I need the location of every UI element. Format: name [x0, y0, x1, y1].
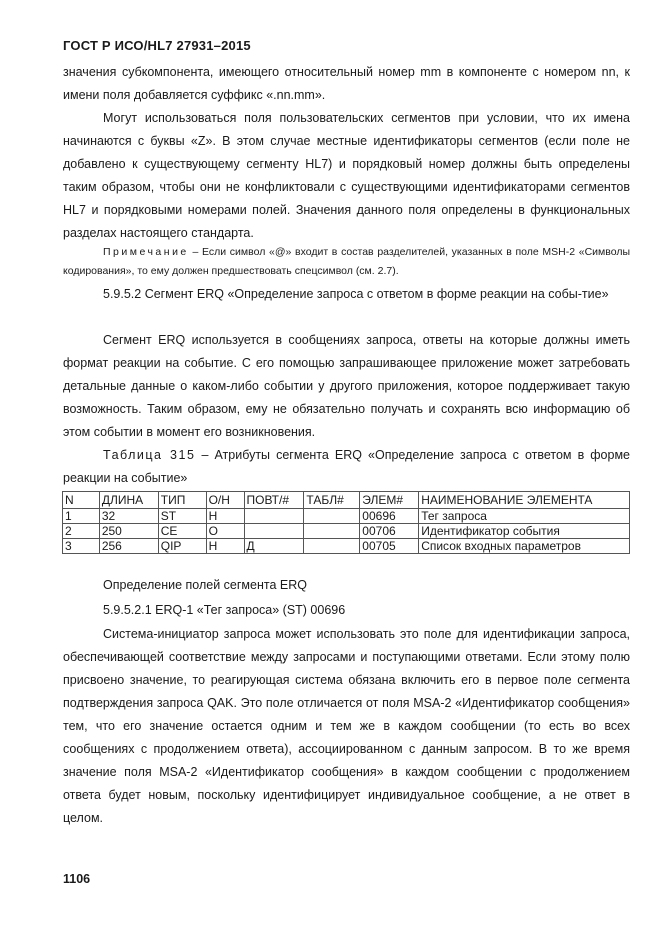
table-cell: 3: [63, 539, 100, 554]
table-cell: ST: [158, 509, 206, 524]
table-cell: CE: [158, 524, 206, 539]
table-caption-label: Таблица 315: [103, 448, 196, 462]
document-header: ГОСТ Р ИСО/HL7 27931–2015: [63, 38, 251, 53]
table-cell: 00705: [360, 539, 419, 554]
table-row: [63, 539, 630, 554]
table-cell: Д: [244, 539, 304, 554]
paragraph-query-tag: Система-инициатор запроса может использовать это поле для идентификации запроса, обеспечивающей соответствие между запросами и поступающими ответами. Если этому полю присвоено значение, то реагирующая система обязана включить его в первое поле сегмента подтверждения запроса QAK. Это поле отличается от поля MSA-2 «Идентификатор сообщения» тем, что его значение остается одним и тем же в каждом сообщении (то есть во всех сообщениях с продолжением ответа), ассоциированном с данным запросом. В то же время значение поля MSA-2 «Идентификатор сообщения» в каждом сообщении с продолжением ответа будет новым, поскольку идентифицирует индивидуальное сообщение, а не ответ в целом.: [63, 627, 630, 825]
table-header-row: [63, 492, 630, 509]
erq-attributes-table: [62, 491, 630, 554]
table-cell: Идентификатор события: [419, 524, 630, 539]
paragraph-user-segments: Могут использоваться поля пользовательских сегментов при условии, что их имена начинаются с буквы «Z». В этом случае местные идентификаторы сегментов (если поле не добавлено к существующему сегменту HL7) и порядковый номер должны быть определены таким образом, чтобы они не конфликтовали с существующими идентификаторами сегментов HL7 и порядковыми номерами полей. Значения данного поля определены в функциональных разделах настоящего стандарта.: [63, 111, 630, 240]
column-header: N: [63, 492, 100, 509]
note-text: – Если символ «@» входит в состав разделителей, указанных в поле MSH-2 «Символы кодирования», то ему должен предшествовать спецсимвол (см. 2.7).: [63, 246, 630, 277]
table-cell: Тег запроса: [419, 509, 630, 524]
note: [63, 243, 630, 281]
table-cell: [304, 509, 360, 524]
table-cell: 256: [99, 539, 158, 554]
table-caption: [63, 444, 630, 490]
column-header: НАИМЕНОВАНИЕ ЭЛЕМЕНТА: [419, 492, 630, 509]
table-cell: 250: [99, 524, 158, 539]
fields-heading: Определение полей сегмента ERQ: [103, 578, 307, 592]
column-header: ДЛИНА: [99, 492, 158, 509]
table-row: [63, 509, 630, 524]
table-cell: Н: [206, 539, 244, 554]
table-cell: [304, 539, 360, 554]
table-row: [63, 524, 630, 539]
table-cell: 1: [63, 509, 100, 524]
table-cell: QIP: [158, 539, 206, 554]
column-header: ТИП: [158, 492, 206, 509]
table-cell: [244, 509, 304, 524]
table-cell: 00696: [360, 509, 419, 524]
table-cell: 00706: [360, 524, 419, 539]
table-caption-text: – Атрибуты сегмента ERQ «Определение запроса с ответом в форме реакции на событие»: [63, 448, 630, 485]
table-cell: О: [206, 524, 244, 539]
table-cell: 32: [99, 509, 158, 524]
page-number: 1106: [63, 872, 91, 886]
subsection-heading: 5.9.5.2.1 ERQ-1 «Тег запроса» (ST) 00696: [103, 603, 346, 617]
table-cell: [244, 524, 304, 539]
section-heading-erq: 5.9.5.2 Сегмент ERQ «Определение запроса с ответом в форме реакции на собы-тие»: [103, 287, 609, 301]
table-cell: [304, 524, 360, 539]
column-header: ТАБЛ#: [304, 492, 360, 509]
table-cell: Н: [206, 509, 244, 524]
note-label: Примечание: [103, 246, 189, 258]
column-header: О/Н: [206, 492, 244, 509]
table-cell: 2: [63, 524, 100, 539]
paragraph-erq-description: Сегмент ERQ используется в сообщениях запроса, ответы на которые должны иметь формат реакции на событие. С его помощью запрашивающее приложение может затребовать детальные данные о каком-либо событии у другого приложения, которое поддерживает такую возможность. Таким образом, ему не обязательно получать и сохранять всю информацию об этом событии в момент его возникновения.: [63, 333, 630, 439]
table-cell: Список входных параметров: [419, 539, 630, 554]
column-header: ПОВТ/#: [244, 492, 304, 509]
paragraph-suffix: значения субкомпонента, имеющего относительный номер mm в компоненте с номером nn, к имени поля добавляется суффикс «.nn.mm».: [63, 65, 630, 102]
column-header: ЭЛЕМ#: [360, 492, 419, 509]
